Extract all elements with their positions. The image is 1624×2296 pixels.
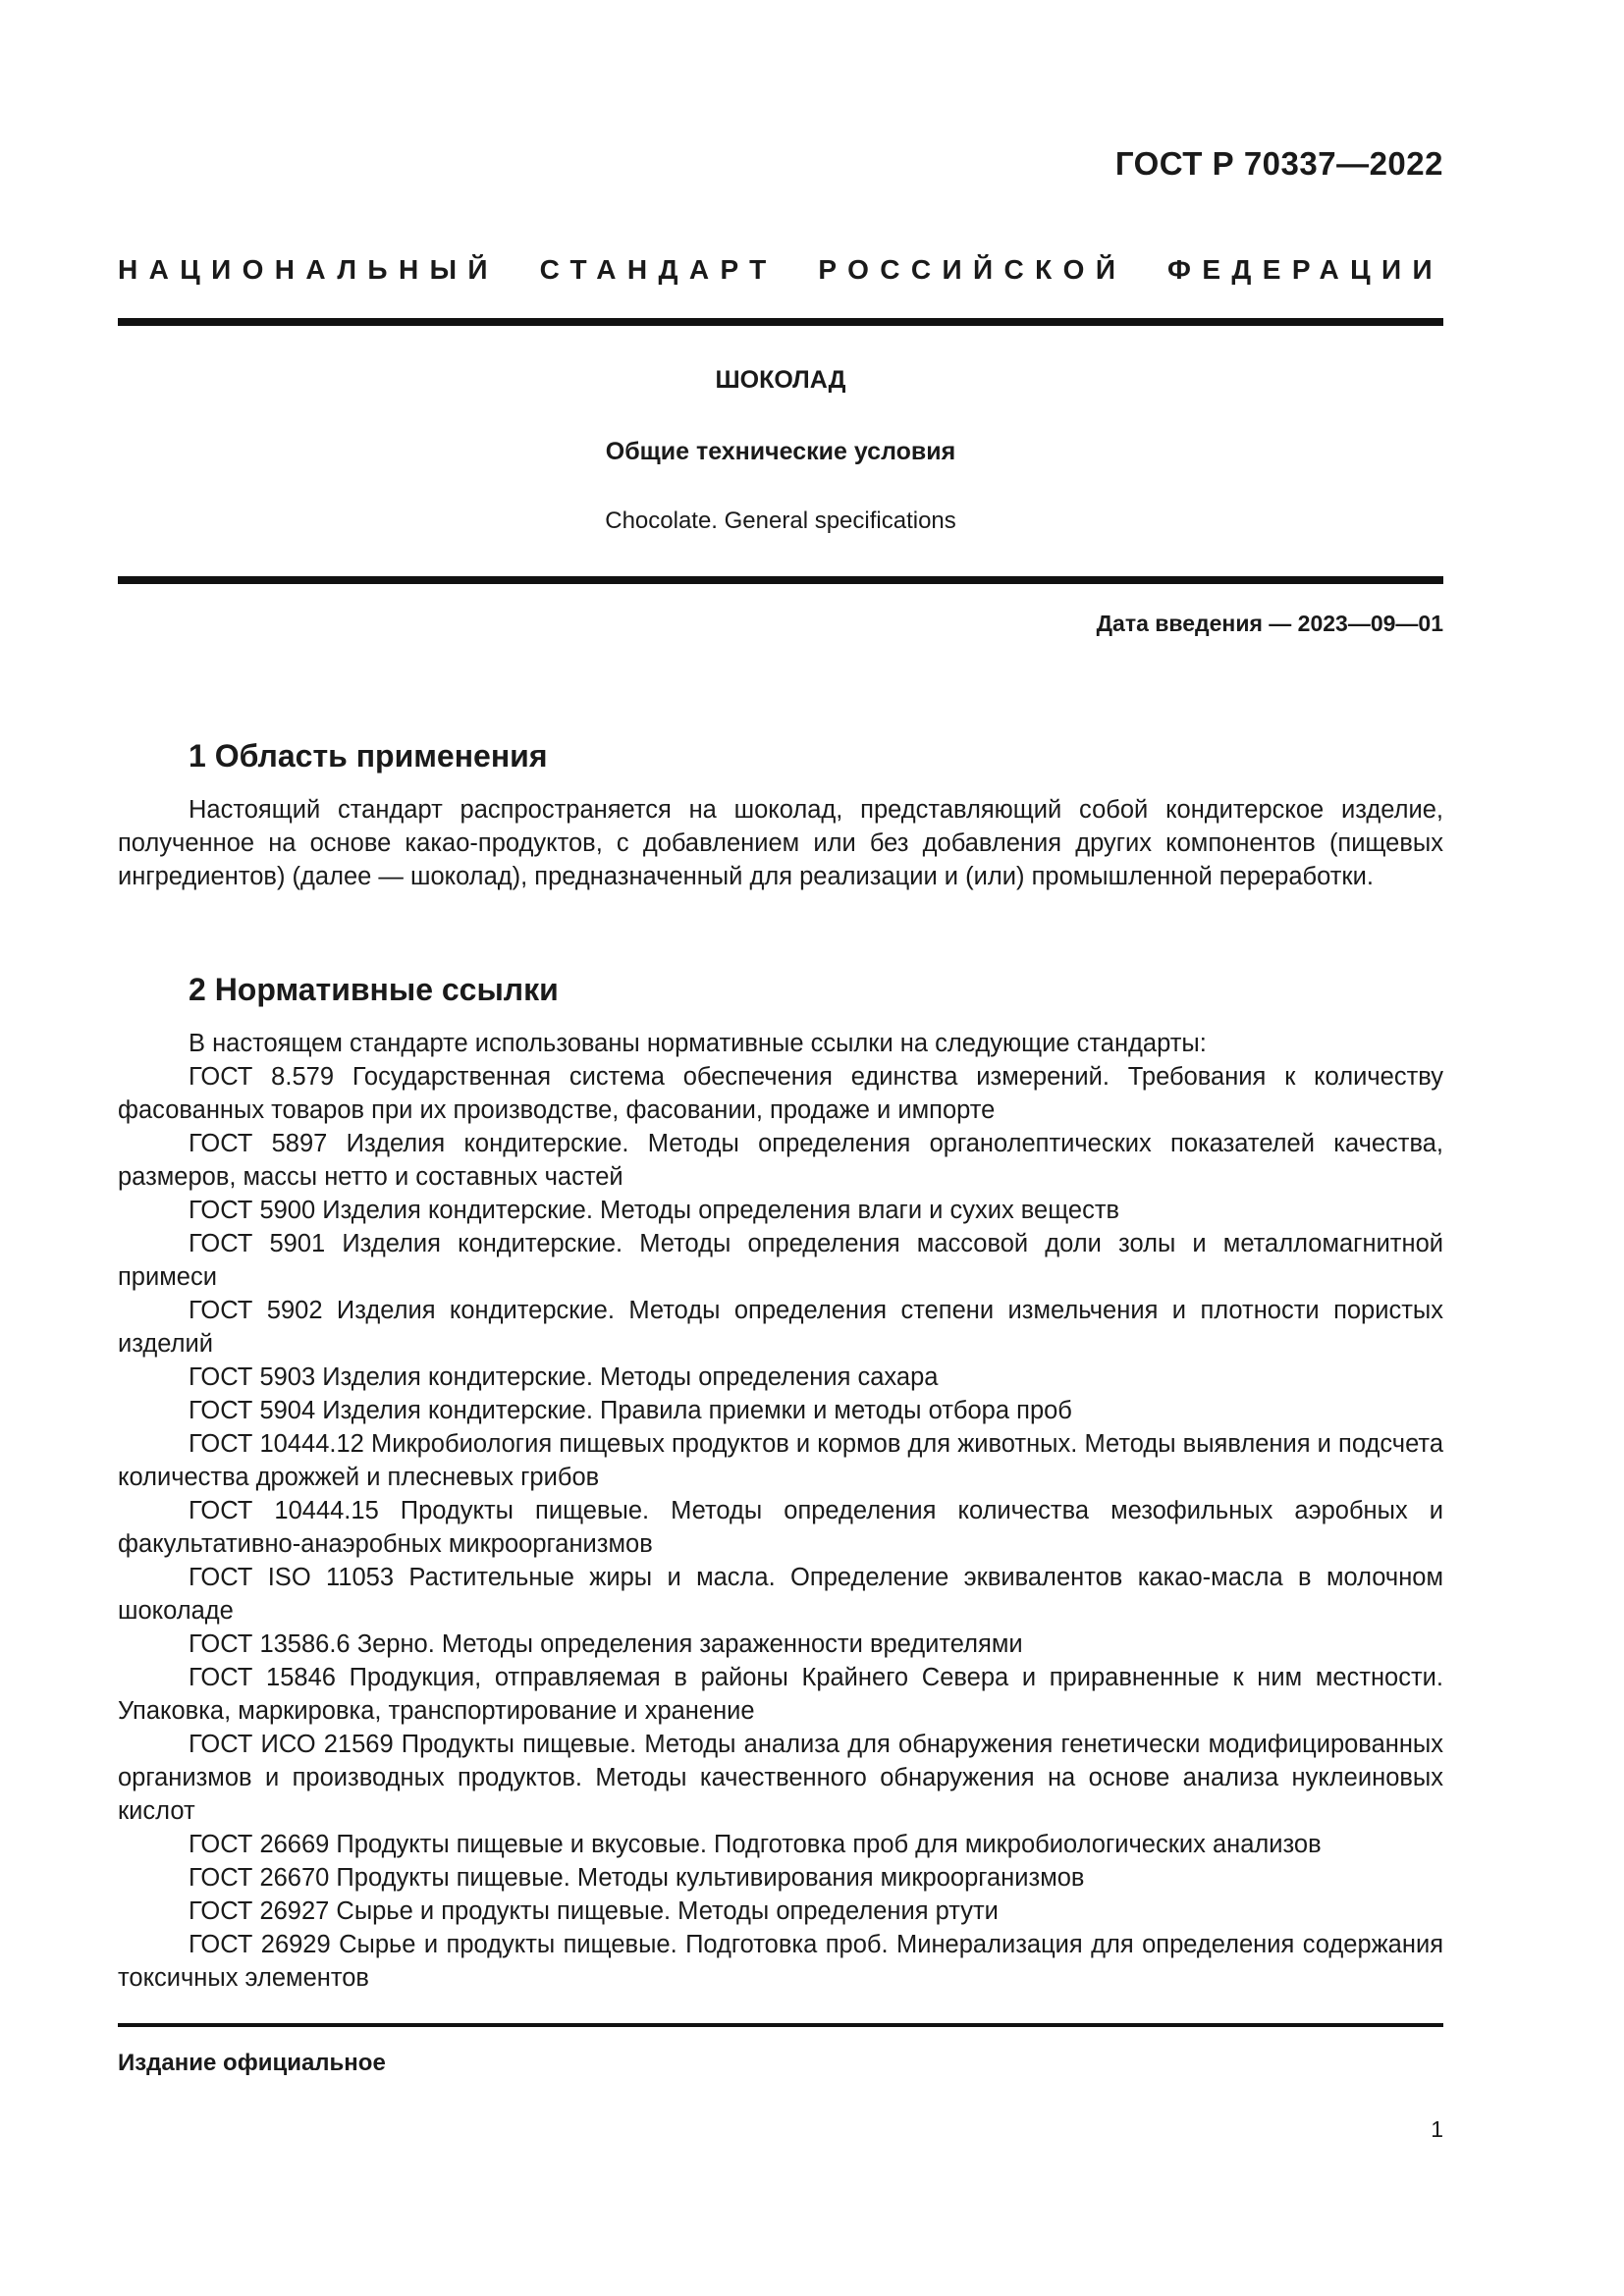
section-normative-references (118, 970, 1443, 1995)
reference-item: ГОСТ 10444.12 Микробиология пищевых продуктов и кормов для животных. Методы выявления и подсчета количества дрожжей и плесневых грибов (118, 1430, 1443, 1491)
section-heading: 2 Нормативные ссылки (189, 972, 559, 1007)
reference-item: ГОСТ 5897 Изделия кондитерские. Методы определения органолептических показателей качества, размеров, массы нетто и составных частей (118, 1130, 1443, 1191)
section-heading: 1 Область применения (189, 738, 548, 774)
reference-item: ГОСТ 10444.15 Продукты пищевые. Методы определения количества мезофильных аэробных и факультативно-анаэробных микроорганизмов (118, 1497, 1443, 1558)
reference-item: ГОСТ ИСО 21569 Продукты пищевые. Методы анализа для обнаружения генетически модифицированных организмов и производных продуктов. Методы качественного обнаружения на основе анализа нуклеиновых кислот (118, 1731, 1443, 1825)
document-number: ГОСТ Р 70337—2022 (1114, 145, 1443, 182)
edition-label: Издание официальное (118, 2050, 386, 2076)
introduction-date: Дата введения — 2023—09—01 (1096, 611, 1443, 636)
reference-item: ГОСТ 26929 Сырье и продукты пищевые. Подготовка проб. Минерализация для определения содержания токсичных элементов (118, 1931, 1443, 1992)
reference-item: ГОСТ 13586.6 Зерно. Методы определения зараженности вредителями (189, 1630, 1023, 1658)
document-title-english: Chocolate. General specifications (605, 507, 956, 534)
section-paragraph: Настоящий стандарт распространяется на шоколад, представляющий собой кондитерское изделие, полученное на основе какао-продуктов, с добавлением или без добавления других компонентов (пищевых ингредиентов) (далее — шоколад), предназначенный для реализации и (или) промышленной переработки. (118, 796, 1443, 890)
title-divider (118, 576, 1443, 584)
top-divider (118, 318, 1443, 326)
reference-item: ГОСТ 15846 Продукция, отправляемая в районы Крайнего Севера и приравненные к ним местности. Упаковка, маркировка, транспортирование и хранение (118, 1664, 1443, 1725)
reference-item: ГОСТ 26669 Продукты пищевые и вкусовые. Подготовка проб для микробиологических анализов (189, 1831, 1322, 1858)
reference-item: ГОСТ 26927 Сырье и продукты пищевые. Методы определения ртути (189, 1897, 999, 1925)
document-subtitle: Общие технические условия (605, 438, 956, 465)
reference-item: ГОСТ ISO 11053 Растительные жиры и масла. Определение эквивалентов какао-масла в молочном шоколаде (118, 1564, 1443, 1625)
section-paragraph: В настоящем стандарте использованы нормативные ссылки на следующие стандарты: (189, 1030, 1207, 1057)
reference-item: ГОСТ 5903 Изделия кондитерские. Методы определения сахара (189, 1363, 939, 1391)
reference-item: ГОСТ 5902 Изделия кондитерские. Методы определения степени измельчения и плотности пористых изделий (118, 1297, 1443, 1358)
reference-item: ГОСТ 5900 Изделия кондитерские. Методы определения влаги и сухих веществ (189, 1197, 1120, 1224)
reference-item: ГОСТ 5901 Изделия кондитерские. Методы определения массовой доли золы и металломагнитной примеси (118, 1230, 1443, 1291)
standard-header: НАЦИОНАЛЬНЫЙ СТАНДАРТ РОССИЙСКОЙ ФЕДЕРАЦИИ (118, 254, 1443, 285)
reference-item: ГОСТ 8.579 Государственная система обеспечения единства измерений. Требования к количеству фасованных товаров при их производстве, фасовании, продаже и импорте (118, 1063, 1443, 1124)
page-number: 1 (1431, 2116, 1443, 2142)
reference-item: ГОСТ 5904 Изделия кондитерские. Правила приемки и методы отбора проб (189, 1397, 1072, 1424)
reference-item: ГОСТ 26670 Продукты пищевые. Методы культивирования микроорганизмов (189, 1864, 1085, 1892)
footer-divider (118, 2023, 1443, 2027)
section-scope (118, 736, 1443, 893)
document-title: ШОКОЛАД (715, 366, 846, 394)
